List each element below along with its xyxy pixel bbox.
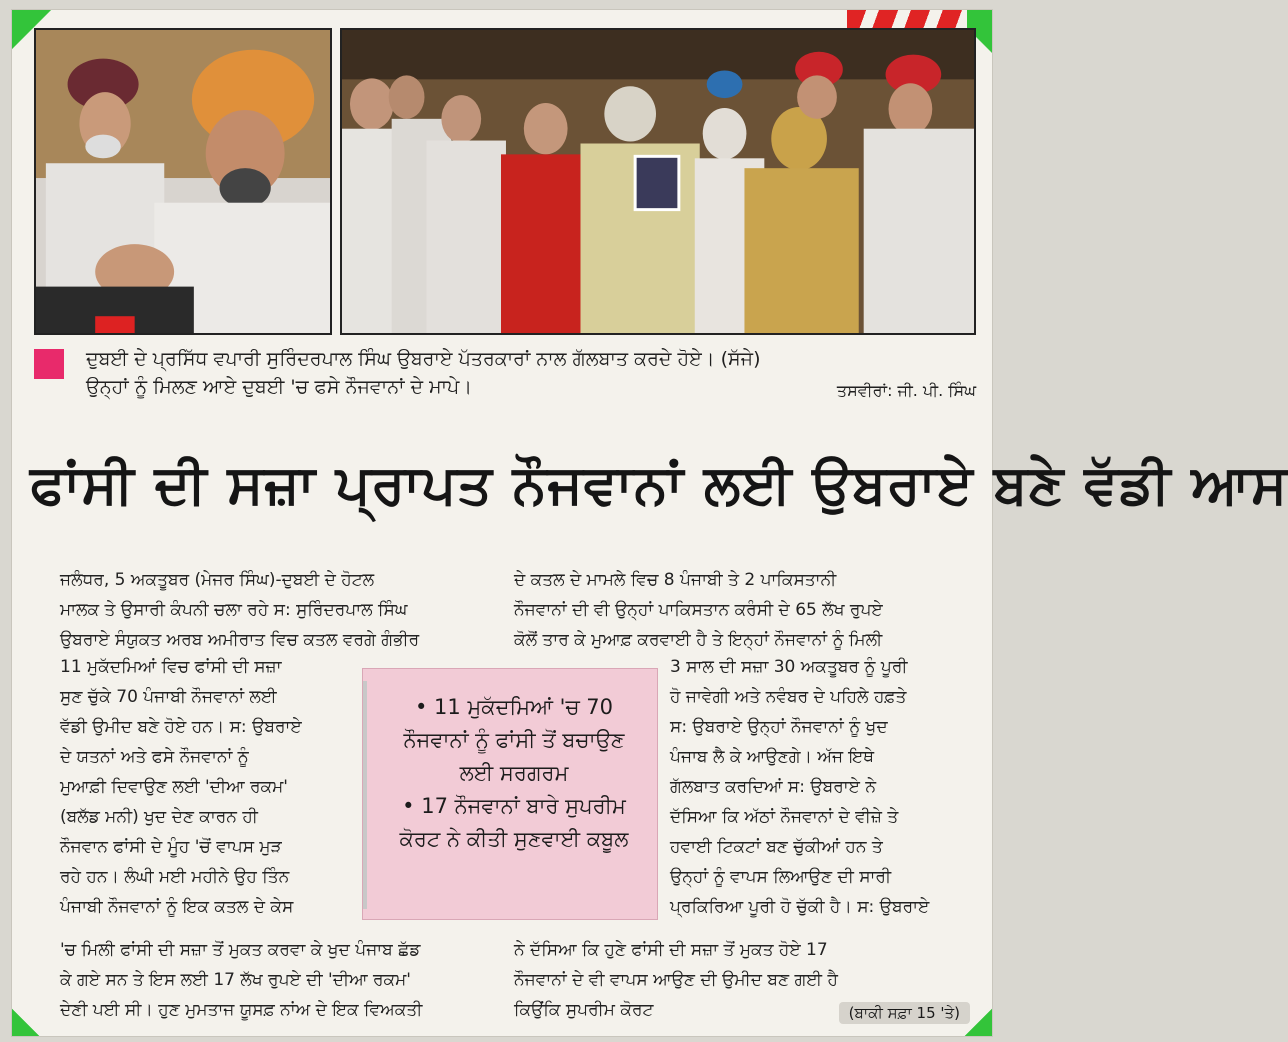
article-column-bottom-left — [60, 935, 500, 1025]
highlight-line: ਲਈ ਸਰਗਰਮ — [459, 761, 569, 785]
article-line: ਗੱਲਬਾਤ ਕਰਦਿਆਂ ਸ: ਉਬਰਾਏ ਨੇ — [670, 777, 876, 797]
article-line: ਦੱਸਿਆ ਕਿ ਅੱਠਾਂ ਨੌਜਵਾਨਾਂ ਦੇ ਵੀਜ਼ੇ ਤੇ — [670, 807, 899, 827]
article-column-top-right — [514, 565, 974, 655]
headline: ਫਾਂਸੀ ਦੀ ਸਜ਼ਾ ਪ੍ਰਾਪਤ ਨੌਜਵਾਨਾਂ ਲਈ ਉਬਰਾਏ ਬਣੇ ਵੱਡੀ ਆਸ — [30, 453, 1288, 516]
caption-line: ਦੁਬਈ ਦੇ ਪ੍ਰਸਿੱਧ ਵਪਾਰੀ ਸੁਰਿੰਦਰਪਾਲ ਸਿੰਘ ਉਬਰਾਏ ਪੱਤਰਕਾਰਾਂ ਨਾਲ ਗੱਲਬਾਤ ਕਰਦੇ ਹੋਏ। (ਸੱਜੇ) — [86, 348, 761, 370]
highlight-bar — [363, 681, 367, 909]
article-line: ਮੁਆਫ਼ੀ ਦਿਵਾਉਣ ਲਈ 'ਦੀਆ ਰਕਮ' — [60, 777, 288, 797]
highlight-line: ਕੋਰਟ ਨੇ ਕੀਤੀ ਸੁਣਵਾਈ ਕਬੂਲ — [399, 827, 629, 851]
caption-marker — [34, 349, 64, 379]
article-column-top-left — [60, 565, 500, 655]
article-line: ਕੇ ਗਏ ਸਨ ਤੇ ਇਸ ਲਈ 17 ਲੱਖ ਰੁਪਏ ਦੀ 'ਦੀਆ ਰਕਮ' — [60, 970, 411, 990]
article-column-right — [670, 652, 976, 922]
article-line: 3 ਸਾਲ ਦੀ ਸਜ਼ਾ 30 ਅਕਤੂਬਰ ਨੂੰ ਪੂਰੀ — [670, 657, 908, 677]
corner-marker — [12, 1006, 42, 1036]
article-line: ਪੰਜਾਬ ਲੈ ਕੇ ਆਉਣਗੇ। ਅੱਜ ਇਥੇ — [670, 747, 875, 767]
highlight-line: • 17 ਨੌਜਵਾਨਾਂ ਬਾਰੇ ਸੁਪਰੀਮ — [402, 794, 626, 818]
article-line: ਵੱਡੀ ਉਮੀਦ ਬਣੇ ਹੋਏ ਹਨ। ਸ: ਉਬਰਾਏ — [60, 717, 302, 737]
article-line: ਨੌਜਵਾਨਾਂ ਦੇ ਵੀ ਵਾਪਸ ਆਉਣ ਦੀ ਉਮੀਦ ਬਣ ਗਈ ਹੈ — [514, 970, 838, 990]
article-line: (ਬਲੱਡ ਮਨੀ) ਖੁਦ ਦੇਣ ਕਾਰਨ ਹੀ — [60, 807, 258, 827]
article-line: ਪ੍ਰਕਿਰਿਆ ਪੂਰੀ ਹੋ ਚੁੱਕੀ ਹੈ। ਸ: ਉਬਰਾਏ — [670, 897, 930, 917]
article-line: ਨੌਜਵਾਨਾਂ ਦੀ ਵੀ ਉਨ੍ਹਾਂ ਪਾਕਿਸਤਾਨ ਕਰੰਸੀ ਦੇ 65 ਲੱਖ ਰੁਪਏ — [514, 600, 883, 620]
article-line: ਨੇ ਦੱਸਿਆ ਕਿ ਹੁਣੇ ਫਾਂਸੀ ਦੀ ਸਜ਼ਾ ਤੋਂ ਮੁਕਤ ਹੋਏ 17 — [514, 940, 828, 960]
article-column-left — [60, 652, 356, 922]
photo-businessman — [34, 28, 332, 335]
article-line: ਉਬਰਾਏ ਸੰਯੁਕਤ ਅਰਬ ਅਮੀਰਾਤ ਵਿਚ ਕਤਲ ਵਰਗੇ ਗੰਭੀਰ — [60, 630, 420, 650]
highlight-box — [362, 668, 658, 920]
highlight-line: ਨੌਜਵਾਨਾਂ ਨੂੰ ਫਾਂਸੀ ਤੋਂ ਬਚਾਉਣ — [403, 728, 625, 752]
article-line: ਦੇ ਕਤਲ ਦੇ ਮਾਮਲੇ ਵਿਚ 8 ਪੰਜਾਬੀ ਤੇ 2 ਪਾਕਿਸਤਾਨੀ — [514, 570, 837, 590]
article-line: ਮਾਲਕ ਤੇ ਉਸਾਰੀ ਕੰਪਨੀ ਚਲਾ ਰਹੇ ਸ: ਸੁਰਿੰਦਰਪਾਲ ਸਿੰਘ — [60, 600, 408, 620]
highlight-text — [379, 691, 649, 856]
article-line: ਸੁਣ ਚੁੱਕੇ 70 ਪੰਜਾਬੀ ਨੌਜਵਾਨਾਂ ਲਈ — [60, 687, 277, 707]
article-line: ਦੇਣੀ ਪਈ ਸੀ। ਹੁਣ ਮੁਮਤਾਜ ਯੂਸਫ਼ ਨਾਂਅ ਦੇ ਇਕ ਵਿਅਕਤੀ — [60, 1000, 423, 1020]
photo-credit: ਤਸਵੀਰਾਂ: ਜੀ. ਪੀ. ਸਿੰਘ — [836, 381, 976, 400]
article-line: ਨੌਜਵਾਨ ਫਾਂਸੀ ਦੇ ਮੂੰਹ 'ਚੋਂ ਵਾਪਸ ਮੁੜ — [60, 837, 282, 857]
photo-caption — [34, 343, 976, 403]
article-line: ਸ: ਉਬਰਾਏ ਉਨ੍ਹਾਂ ਨੌਜਵਾਨਾਂ ਨੂੰ ਖੁਦ — [670, 717, 888, 737]
header-strip — [847, 10, 967, 28]
article-line: 11 ਮੁਕੱਦਮਿਆਂ ਵਿਚ ਫਾਂਸੀ ਦੀ ਸਜ਼ਾ — [60, 657, 282, 677]
highlight-line: • 11 ਮੁਕੱਦਮਿਆਂ 'ਚ 70 — [415, 695, 613, 719]
article-line: ਪੰਜਾਬੀ ਨੌਜਵਾਨਾਂ ਨੂੰ ਇਕ ਕਤਲ ਦੇ ਕੇਸ — [60, 897, 294, 917]
article-line: ਜਲੰਧਰ, 5 ਅਕਤੂਬਰ (ਮੇਜਰ ਸਿੰਘ)-ਦੁਬਈ ਦੇ ਹੋਟਲ — [60, 570, 375, 590]
article-line: ਰਹੇ ਹਨ। ਲੰਘੀ ਮਈ ਮਹੀਨੇ ਉਹ ਤਿੰਨ — [60, 867, 290, 887]
article-line: ਹੋ ਜਾਵੇਗੀ ਅਤੇ ਨਵੰਬਰ ਦੇ ਪਹਿਲੇ ਹਫ਼ਤੇ — [670, 687, 907, 707]
article-line: ਉਨ੍ਹਾਂ ਨੂੰ ਵਾਪਸ ਲਿਆਉਣ ਦੀ ਸਾਰੀ — [670, 867, 892, 887]
article-line: ਹਵਾਈ ਟਿਕਟਾਂ ਬਣ ਚੁੱਕੀਆਂ ਹਨ ਤੇ — [670, 837, 883, 857]
article-line: 'ਚ ਮਿਲੀ ਫਾਂਸੀ ਦੀ ਸਜ਼ਾ ਤੋਂ ਮੁਕਤ ਕਰਵਾ ਕੇ ਖੁਦ ਪੰਜਾਬ ਛੱਡ — [60, 940, 421, 960]
caption-line: ਉਨ੍ਹਾਂ ਨੂੰ ਮਿਲਣ ਆਏ ਦੁਬਈ 'ਚ ਫਸੇ ਨੌਜਵਾਨਾਂ ਦੇ ਮਾਪੇ। — [86, 376, 473, 398]
photo-parents-group — [340, 28, 976, 335]
article-line: ਕੋਲੋਂ ਤਾਰ ਕੇ ਮੁਆਫ਼ ਕਰਵਾਈ ਹੈ ਤੇ ਇਨ੍ਹਾਂ ਨੌਜਵਾਨਾਂ ਨੂੰ ਮਿਲੀ — [514, 630, 883, 650]
article-line: ਦੇ ਯਤਨਾਂ ਅਤੇ ਫਸੇ ਨੌਜਵਾਨਾਂ ਨੂੰ — [60, 747, 249, 767]
continued-on-page-label: (ਬਾਕੀ ਸਫ਼ਾ 15 'ਤੇ) — [839, 1002, 970, 1024]
article-line: ਕਿਉਂਕਿ ਸੁਪਰੀਮ ਕੋਰਟ — [514, 1000, 654, 1020]
